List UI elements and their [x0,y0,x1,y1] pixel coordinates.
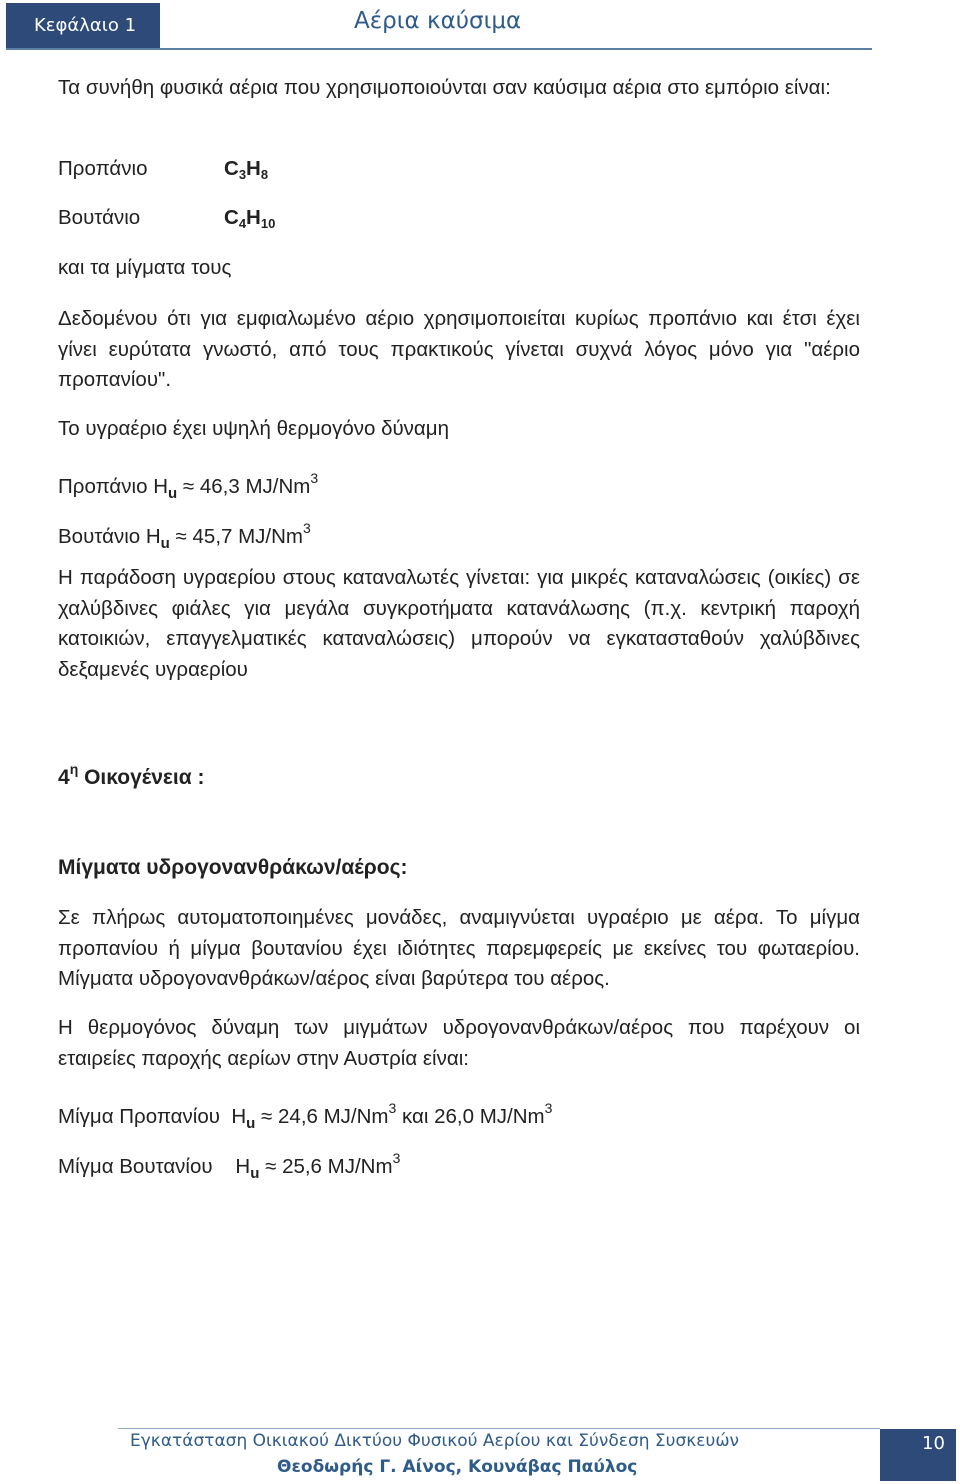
propane-formula: $C_3H_8$ [224,157,269,182]
footer-title: Εγκατάσταση Οικιακού Δικτύου Φυσικού Αερίου και Σύνδεση Συσκευών [130,1431,740,1451]
paragraph-austria: Η θερμογόνος δύναμη των μιγμάτων υδρογονανθράκων/αέρος που παρέχουν οι εταιρείες παροχής αερίων στην Αυστρία είναι: [58,1016,860,1070]
paragraph-bottled-gas: Δεδομένου ότι για εμφιαλωμένο αέριο χρησιμοποιείται κυρίως προπάνιο και έτσι έχει γίνει ευρύτατα γνωστό, από τους πρακτικούς γίνεται συχνά λόγος μόνο για "αέριο προπανίου". [58,307,860,391]
propane-heating-value: Προπάνιο $H_u \approx 46,3$ MJ/Nm$^3$ [58,470,319,502]
intro-paragraph: Τα συνήθη φυσικά αέρια που χρησιμοποιούνται σαν καύσιμα αέρια στο εμπόριο είναι: [58,76,831,99]
page-number: 10 [880,1429,956,1481]
paragraph-lpg-delivery: Η παράδοση υγραερίου στους καταναλωτές γίνεται: για μικρές καταναλώσεις (οικίες) σε χαλύβδινες φιάλες για μεγάλα συγκροτήματα κατανάλωσης (π.χ. κεντρική παροχή κατοικιών, επαγγελματικές καταναλώσεις) μπορούν να εγκατασταθούν χαλύβδινες δεξαμενές υγραερίου [58,566,860,681]
footer-rule [118,1428,880,1429]
butane-label: Βουτάνιο [58,206,141,229]
footer-authors: Θεοδωρής Γ. Αίνος, Κουνάβας Παύλος [277,1457,638,1477]
mix-butane-heating-value: Μίγμα Βουτανίου $H_u \approx 25,6$ MJ/Nm$^3$ [58,1150,401,1182]
mix-propane-heating-value: Μίγμα Προπανίου $H_u \approx 24,6$ MJ/Nm$^3$ και 26,0 MJ/Nm$^3$ [58,1100,553,1132]
butane-formula: $C_4H_{10}$ [224,206,276,231]
paragraph-mixing: Σε πλήρως αυτοματοποιημένες μονάδες, αναμιγνύεται υγραέριο με αέρα. Το μίγμα προπανίου ή μίγμα βουτανίου έχει ιδιότητες παρεμφερείς με εκείνες του φωταερίου. Μίγματα υδρογονανθράκων/αέρος είναι βαρύτερα του αέρος. [58,906,860,990]
chapter-label: Κεφάλαιο 1 [6,3,160,49]
mixtures-line: και τα μίγματα τους [58,256,232,279]
propane-label: Προπάνιο [58,157,148,180]
header-rule [6,48,872,50]
header-title: Αέρια καύσιμα [354,8,522,34]
family-heading: $4^\eta$ Οικογένεια : [58,761,205,789]
heating-value-intro: Το υγραέριο έχει υψηλή θερμογόνο δύναμη [58,417,450,440]
butane-heating-value: Βουτάνιο $H_u \approx 45,7$ MJ/Nm$^3$ [58,520,311,552]
mixtures-heading: Μίγματα υδρογονανθράκων/αέρος: [58,856,408,879]
